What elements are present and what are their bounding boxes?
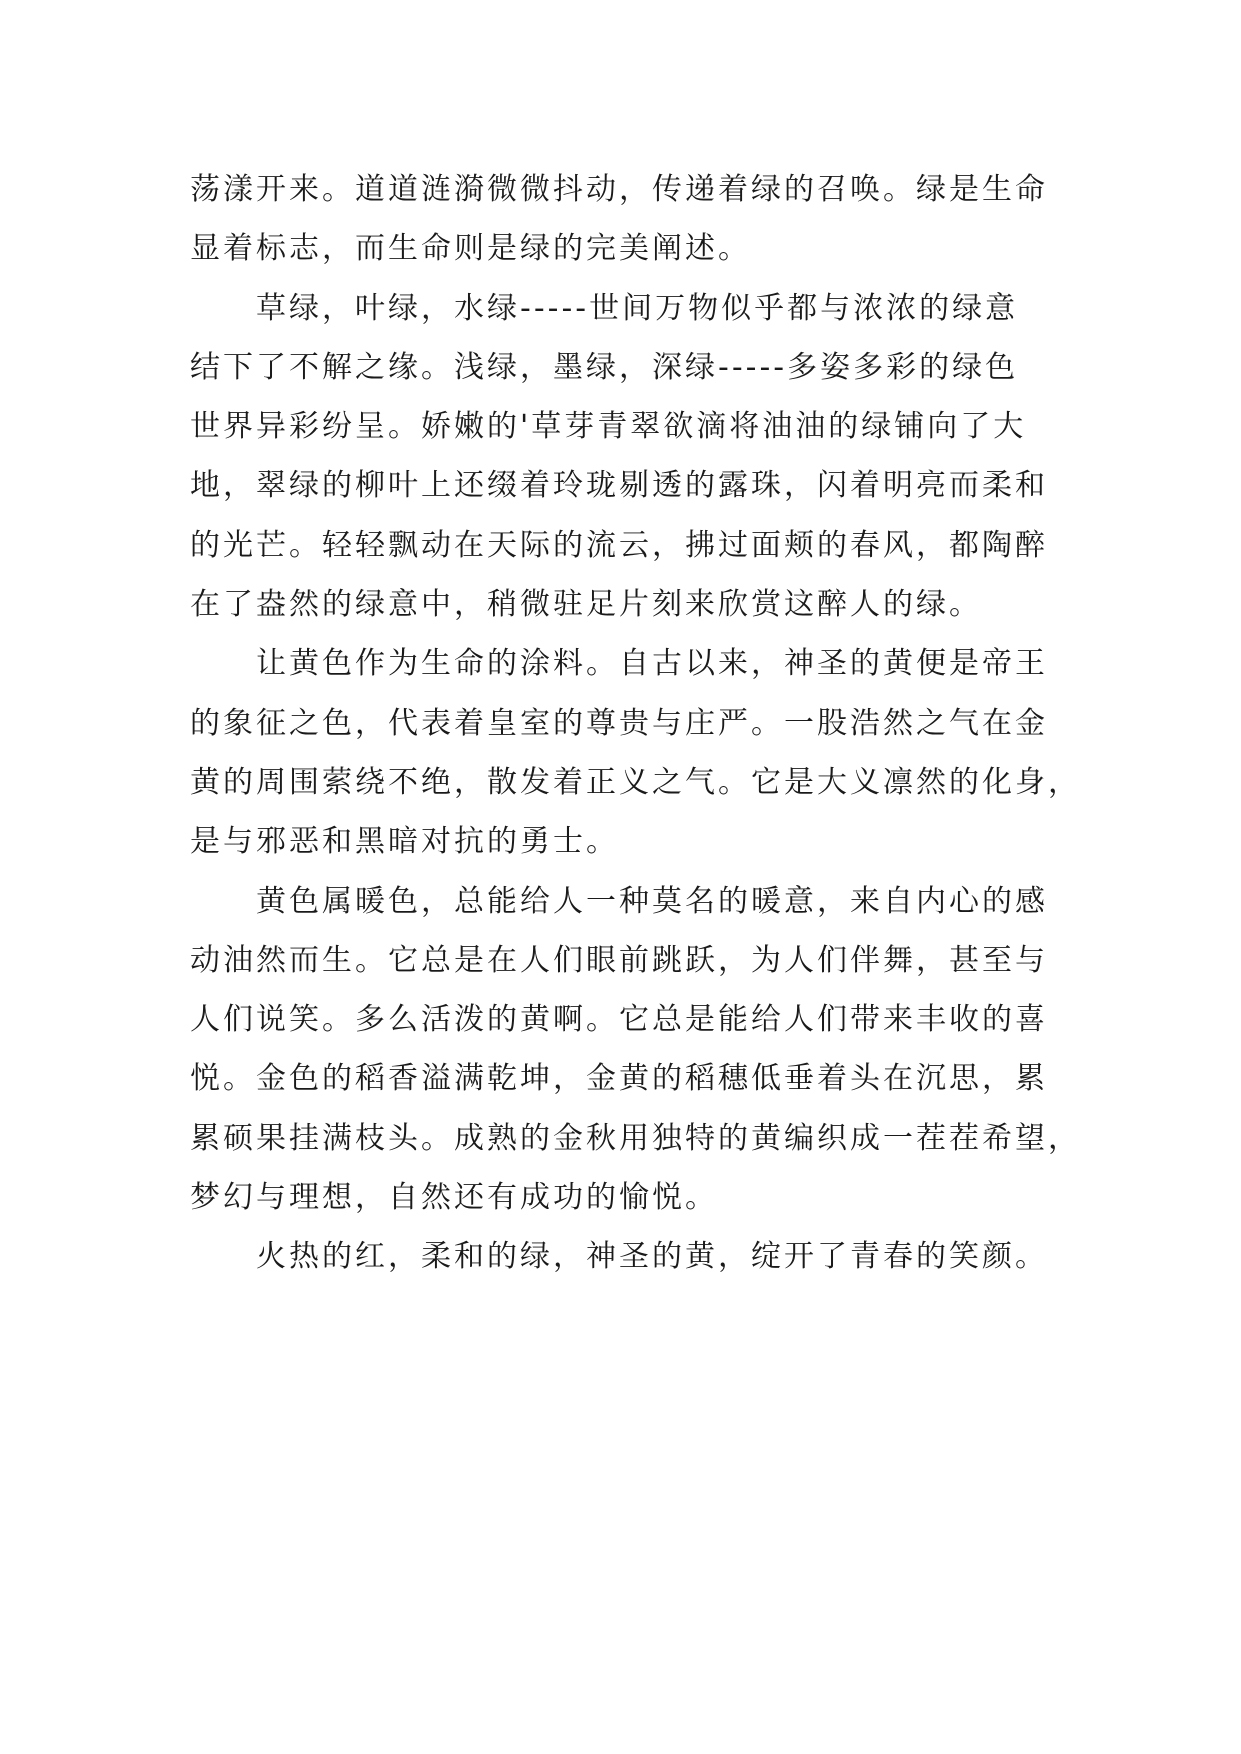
text-line: 显着标志，而生命则是绿的完美阐述。: [190, 231, 751, 267]
text-line: 结下了不解之缘。浅绿，墨绿，深绿-----多姿多彩的绿色: [190, 349, 1019, 385]
text-line: 世界异彩纷呈。娇嫩的'草芽青翠欲滴将油油的绿铺向了大: [190, 409, 1027, 445]
text-line: 梦幻与理想，自然还有成功的愉悦。: [190, 1180, 718, 1216]
paragraph-start-line: 火热的红，柔和的绿，神圣的黄，绽开了青春的笑颜。: [256, 1239, 1048, 1275]
paragraph-start-line: 草绿，叶绿，水绿-----世间万物似乎都与浓浓的绿意: [256, 290, 1019, 326]
text-line: 地，翠绿的柳叶上还缀着玲珑剔透的露珠，闪着明亮而柔和: [190, 468, 1048, 504]
text-line: 悦。金色的稻香溢满乾坤，金黄的稻穗低垂着头在沉思，累: [190, 1061, 1048, 1097]
document-body: [190, 160, 1081, 1287]
paragraph-start-line: 让黄色作为生命的涂料。自古以来，神圣的黄便是帝王: [256, 646, 1048, 682]
text-line: 累硕果挂满枝头。成熟的金秋用独特的黄编织成一茬茬希望，: [190, 1120, 1081, 1156]
text-line: 是与邪恶和黑暗对抗的勇士。: [190, 824, 619, 860]
text-line: 的光芒。轻轻飘动在天际的流云，拂过面颊的春风，都陶醉: [190, 527, 1048, 563]
paragraph-start-line: 黄色属暖色，总能给人一种莫名的暖意，来自内心的感: [256, 883, 1048, 919]
text-line: 的象征之色，代表着皇室的尊贵与庄严。一股浩然之气在金: [190, 705, 1048, 741]
text-line: 动油然而生。它总是在人们眼前跳跃，为人们伴舞，甚至与: [190, 942, 1048, 978]
text-line: 荡漾开来。道道涟漪微微抖动，传递着绿的召唤。绿是生命: [190, 172, 1048, 207]
text-line: 在了盎然的绿意中，稍微驻足片刻来欣赏这醉人的绿。: [190, 587, 982, 623]
text-line: 人们说笑。多么活泼的黄啊。它总是能给人们带来丰收的喜: [190, 1002, 1048, 1038]
text-line: 黄的周围萦绕不绝，散发着正义之气。它是大义凛然的化身，: [190, 764, 1081, 800]
